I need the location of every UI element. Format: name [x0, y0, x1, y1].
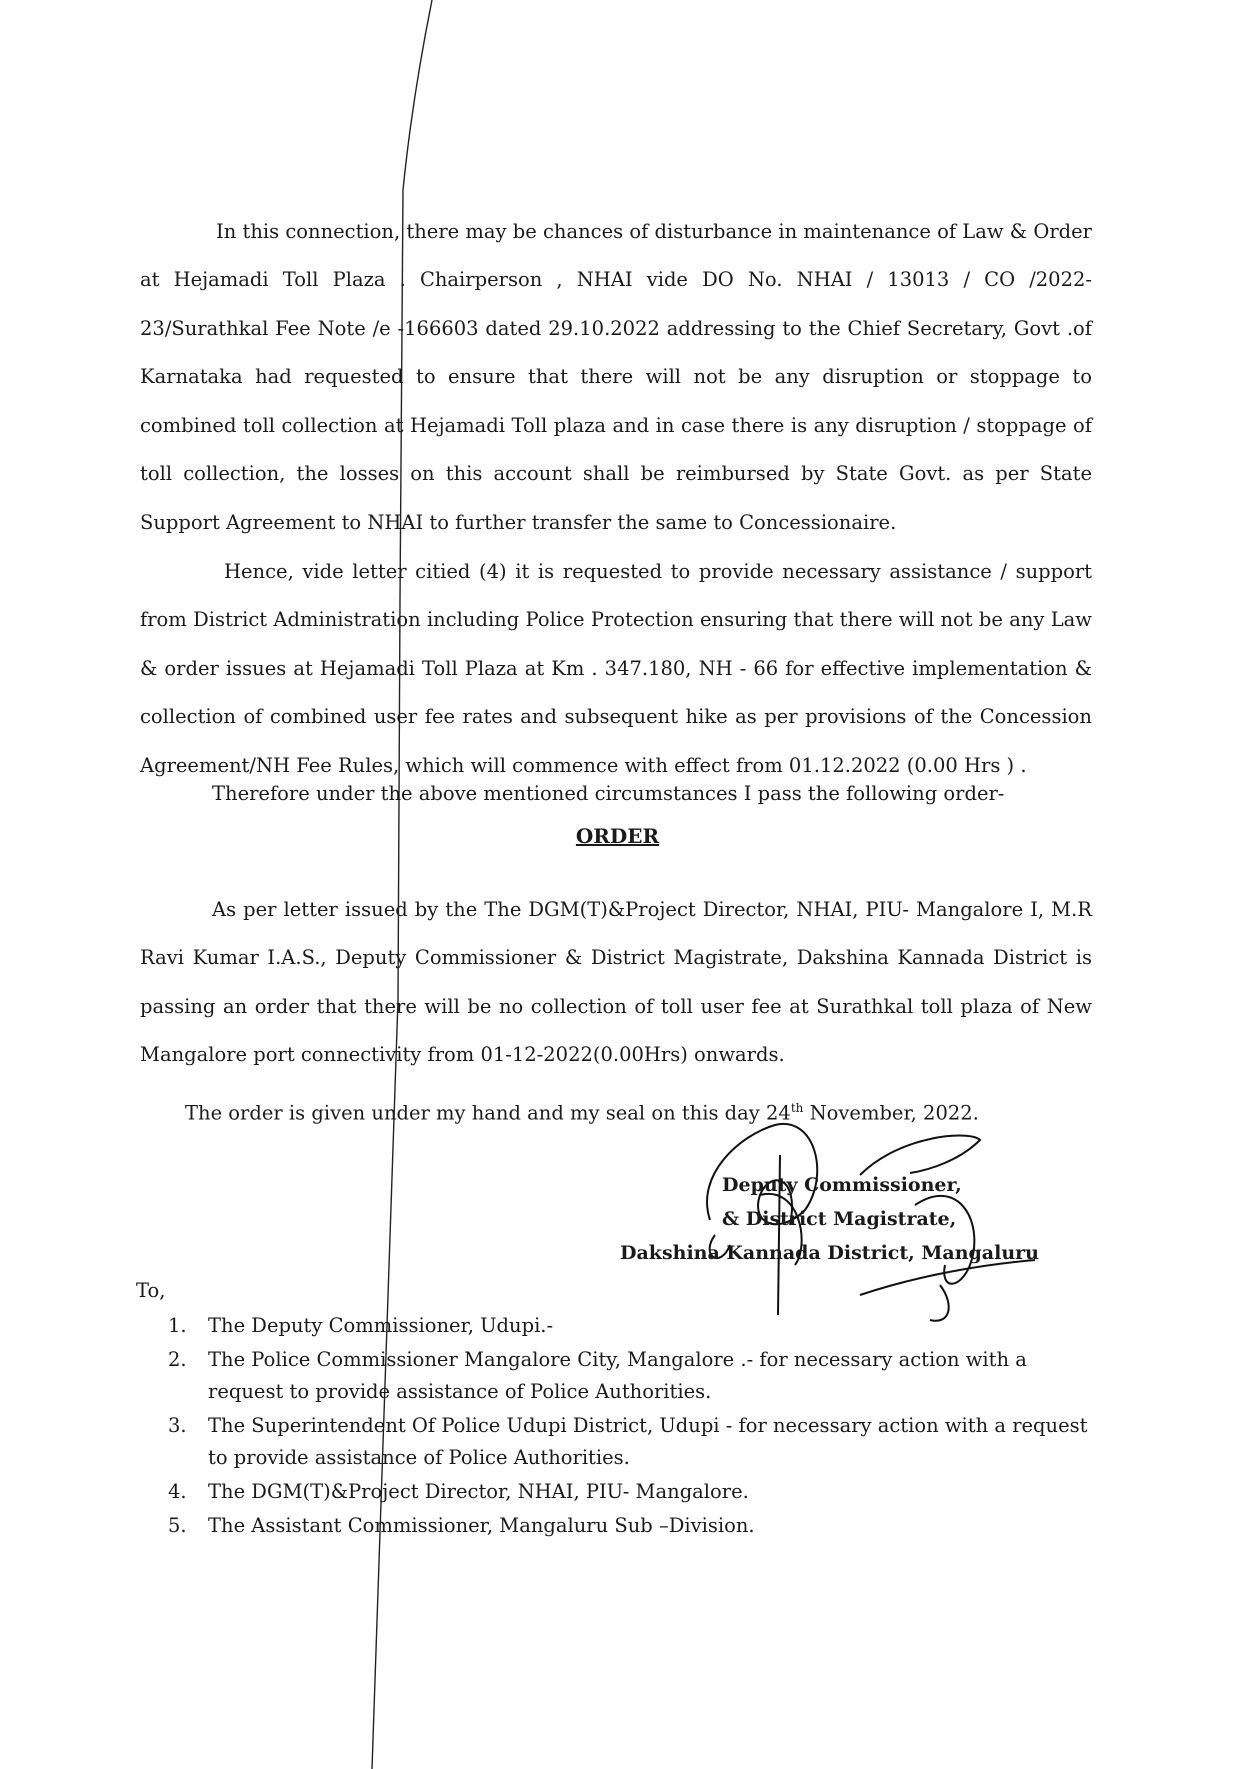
- list-item-text: The DGM(T)&Project Director, NHAI, PIU- Mangalore.: [208, 1480, 749, 1503]
- list-item-text: The Superintendent Of Police Udupi District, Udupi - for necessary action with a request to provide assistance of Police Authorities.: [208, 1414, 1088, 1469]
- order-heading: ORDER: [575, 824, 660, 848]
- given-suffix: November, 2022.: [803, 1101, 979, 1124]
- list-item-text: The Deputy Commissioner, Udupi.-: [208, 1314, 554, 1337]
- signature-line-designation: Deputy Commissioner,: [722, 1174, 962, 1196]
- list-item: [168, 1310, 1098, 1342]
- list-item-text: The Assistant Commissioner, Mangaluru Sub –Division.: [208, 1514, 755, 1537]
- paragraph-therefore: Therefore under the above mentioned circumstances I pass the following order-: [212, 782, 1005, 805]
- list-item-number: 1.: [168, 1314, 187, 1337]
- recipient-list: [168, 1310, 1098, 1544]
- list-item-number: 4.: [168, 1480, 187, 1503]
- signature-line-district: Dakshina Kannada District, Mangaluru: [620, 1242, 1039, 1264]
- signature-block: [620, 1168, 1039, 1270]
- list-item: [168, 1510, 1098, 1542]
- list-item-text: The Police Commissioner Mangalore City, Mangalore .- for necessary action with a request to provide assistance of Police Authorities.: [208, 1348, 1027, 1403]
- list-item-number: 5.: [168, 1514, 187, 1537]
- paragraph-connection: In this connection, there may be chances of disturbance in maintenance of Law & Order at Hejamadi Toll Plaza . Chairperson , NHAI vide DO No. NHAI / 13013 / CO /2022-23/Surathkal Fee Note /e -166603 dated 29.10.2022 addressing to the Chief Secretary, Govt .of Karnataka had requested to ensure that there will not be any disruption or stoppage to combined toll collection at Hejamadi Toll plaza and in case there is any disruption / stoppage of toll collection, the losses on this account shall be reimbursed by State Govt. as per State Support Agreement to NHAI to further transfer the same to Concessionaire.: [140, 219, 1092, 534]
- given-prefix: The order is given under my hand and my seal on this day 24: [185, 1101, 791, 1124]
- given-ordinal: th: [790, 1100, 804, 1115]
- list-item-number: 2.: [168, 1348, 187, 1371]
- signature-line-magistrate: & District Magistrate,: [722, 1208, 957, 1230]
- list-item: [168, 1410, 1098, 1474]
- list-item-number: 3.: [168, 1414, 187, 1437]
- paragraph-hence: Hence, vide letter citied (4) it is requested to provide necessary assistance / support from District Administration including Police Protection ensuring that there will not be any Law & order issues at Hejamadi Toll Plaza at Km . 347.180, NH - 66 for effective implementation & collection of combined user fee rates and subsequent hike as per provisions of the Concession Agreement/NH Fee Rules, which will commence with effect from 01.12.2022 (0.00 Hrs ) .: [140, 559, 1092, 777]
- list-item: [168, 1476, 1098, 1508]
- list-item: [168, 1344, 1098, 1408]
- paragraph-order-body: As per letter issued by the The DGM(T)&Project Director, NHAI, PIU- Mangalore I, M.R Ravi Kumar I.A.S., Deputy Commissioner & District Magistrate, Dakshina Kannada District is passing an order that there will be no collection of toll user fee at Surathkal toll plaza of New Mangalore port connectivity from 01-12-2022(0.00Hrs) onwards.: [140, 897, 1092, 1066]
- to-label: To,: [136, 1279, 166, 1302]
